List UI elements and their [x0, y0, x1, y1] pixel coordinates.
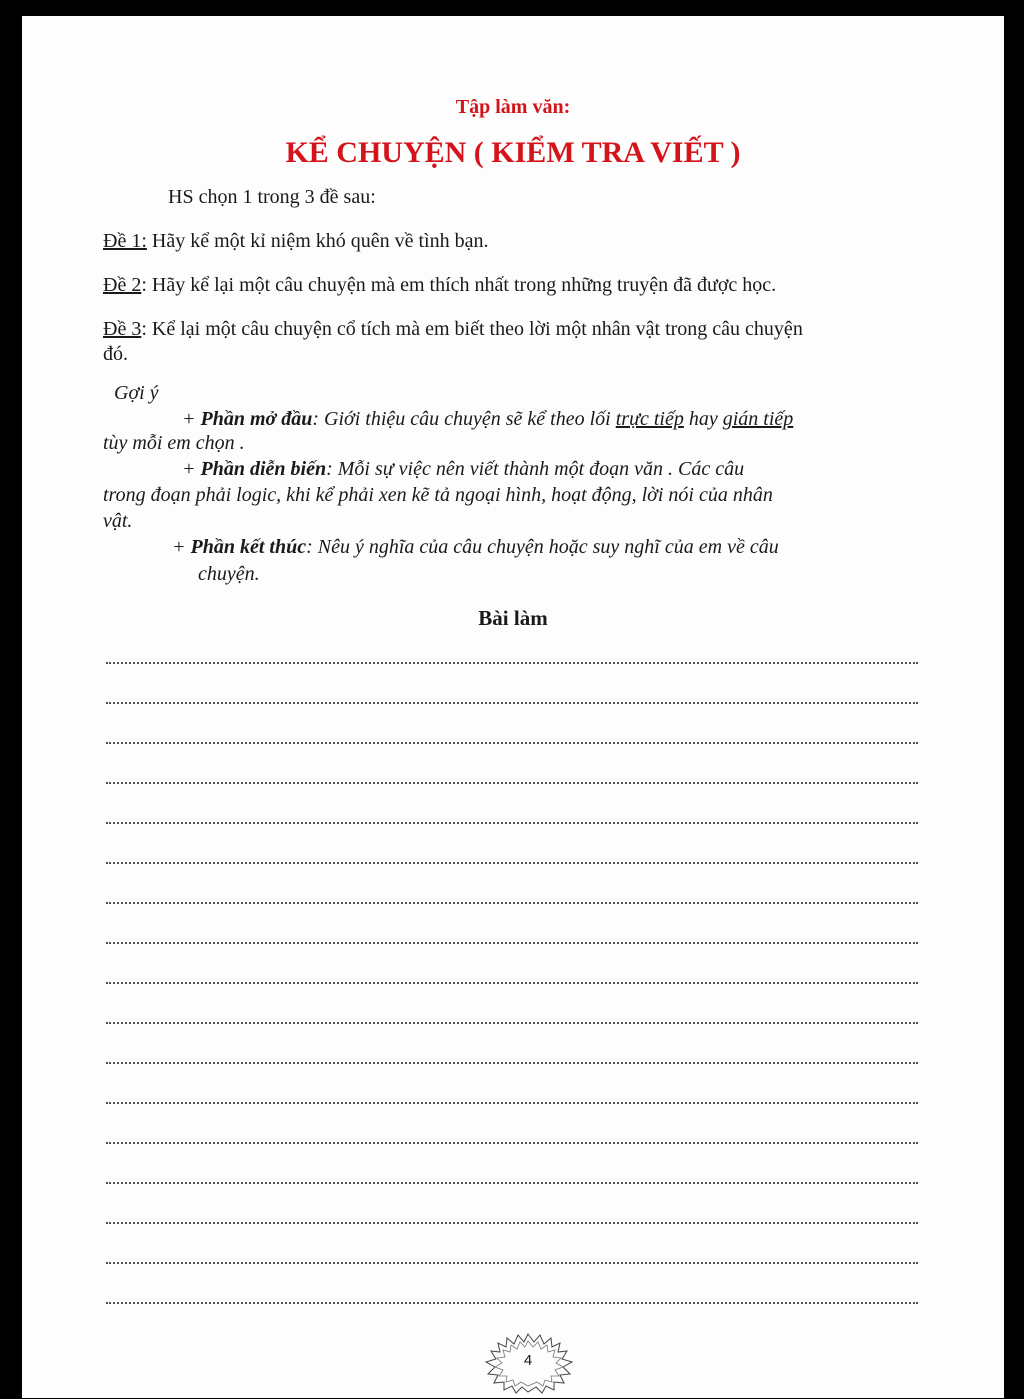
answer-line[interactable] [106, 702, 918, 704]
topic-3-text: : Kể lại một câu chuyện cổ tích mà em biết theo lời một nhân vật trong câu chuyện [141, 318, 803, 340]
answer-line[interactable] [106, 742, 918, 744]
page-number: 4 [523, 1352, 533, 1369]
answer-line[interactable] [106, 662, 918, 664]
hint-body [182, 458, 744, 481]
hint-intro-mid: hay [683, 408, 723, 430]
hint-indirect: gián tiếp [722, 408, 794, 430]
hints-title: Gợi ý [114, 382, 159, 404]
hint-body-continuation-2: vật. [103, 510, 133, 532]
page-number-badge [480, 1332, 576, 1394]
answer-line[interactable] [106, 1022, 918, 1024]
answer-line[interactable] [106, 1062, 918, 1064]
topic-2-label: Đề 2 [103, 274, 142, 296]
answer-line[interactable] [106, 862, 918, 864]
answer-heading: Bài làm [478, 606, 548, 630]
topic-3 [103, 318, 803, 341]
intro-text: HS chọn 1 trong 3 đề sau: [168, 186, 376, 208]
topic-2-text: : Hãy kể lại một câu chuyện mà em thích nhất trong những truyện đã được học. [141, 274, 777, 296]
hint-ending-text: : Nêu ý nghĩa của câu chuyện hoặc suy nghĩ của em về câu [306, 536, 779, 558]
hint-body-label: Phần diễn biến [200, 458, 327, 480]
answer-line[interactable] [106, 1302, 918, 1304]
topic-2 [103, 274, 776, 297]
topic-1-text: Hãy kể một kỉ niệm khó quên về tình bạn. [146, 230, 489, 252]
hint-ending-label: Phần kết thúc [190, 536, 307, 558]
hint-body-continuation-1: trong đoạn phải logic, khi kể phải xen kẽ tả ngoại hình, hoạt động, lời nói của nhân [103, 484, 773, 506]
hint-ending-prefix: + [172, 536, 191, 558]
page-title: KỂ CHUYỆN ( KIỂM TRA VIẾT ) [285, 136, 741, 169]
hint-intro [182, 408, 793, 431]
answer-line[interactable] [106, 1182, 918, 1184]
answer-line[interactable] [106, 902, 918, 904]
answer-line[interactable] [106, 1222, 918, 1224]
worksheet-page [22, 16, 1004, 1398]
answer-line[interactable] [106, 822, 918, 824]
topic-3-continuation: đó. [103, 343, 128, 365]
hint-ending-continuation: chuyện. [198, 563, 260, 585]
subtitle: Tập làm văn: [455, 96, 571, 118]
hint-intro-continuation: tùy mỗi em chọn . [103, 432, 245, 454]
answer-line[interactable] [106, 1262, 918, 1264]
hint-body-text: : Mỗi sự việc nên viết thành một đoạn văn . Các câu [326, 458, 745, 480]
answer-line[interactable] [106, 1102, 918, 1104]
answer-line[interactable] [106, 1142, 918, 1144]
topic-1 [103, 230, 489, 253]
hint-intro-prefix: + [182, 408, 201, 430]
topic-3-label: Đề 3 [103, 318, 142, 340]
hint-ending [172, 536, 779, 559]
topic-1-label: Đề 1: [103, 230, 147, 252]
hint-intro-label: Phần mở đầu [200, 408, 313, 430]
hint-intro-text: : Giới thiệu câu chuyện sẽ kể theo lối [312, 408, 616, 430]
answer-line[interactable] [106, 942, 918, 944]
hint-direct: trực tiếp [615, 408, 684, 430]
answer-line[interactable] [106, 982, 918, 984]
hint-body-prefix: + [182, 458, 201, 480]
answer-line[interactable] [106, 782, 918, 784]
